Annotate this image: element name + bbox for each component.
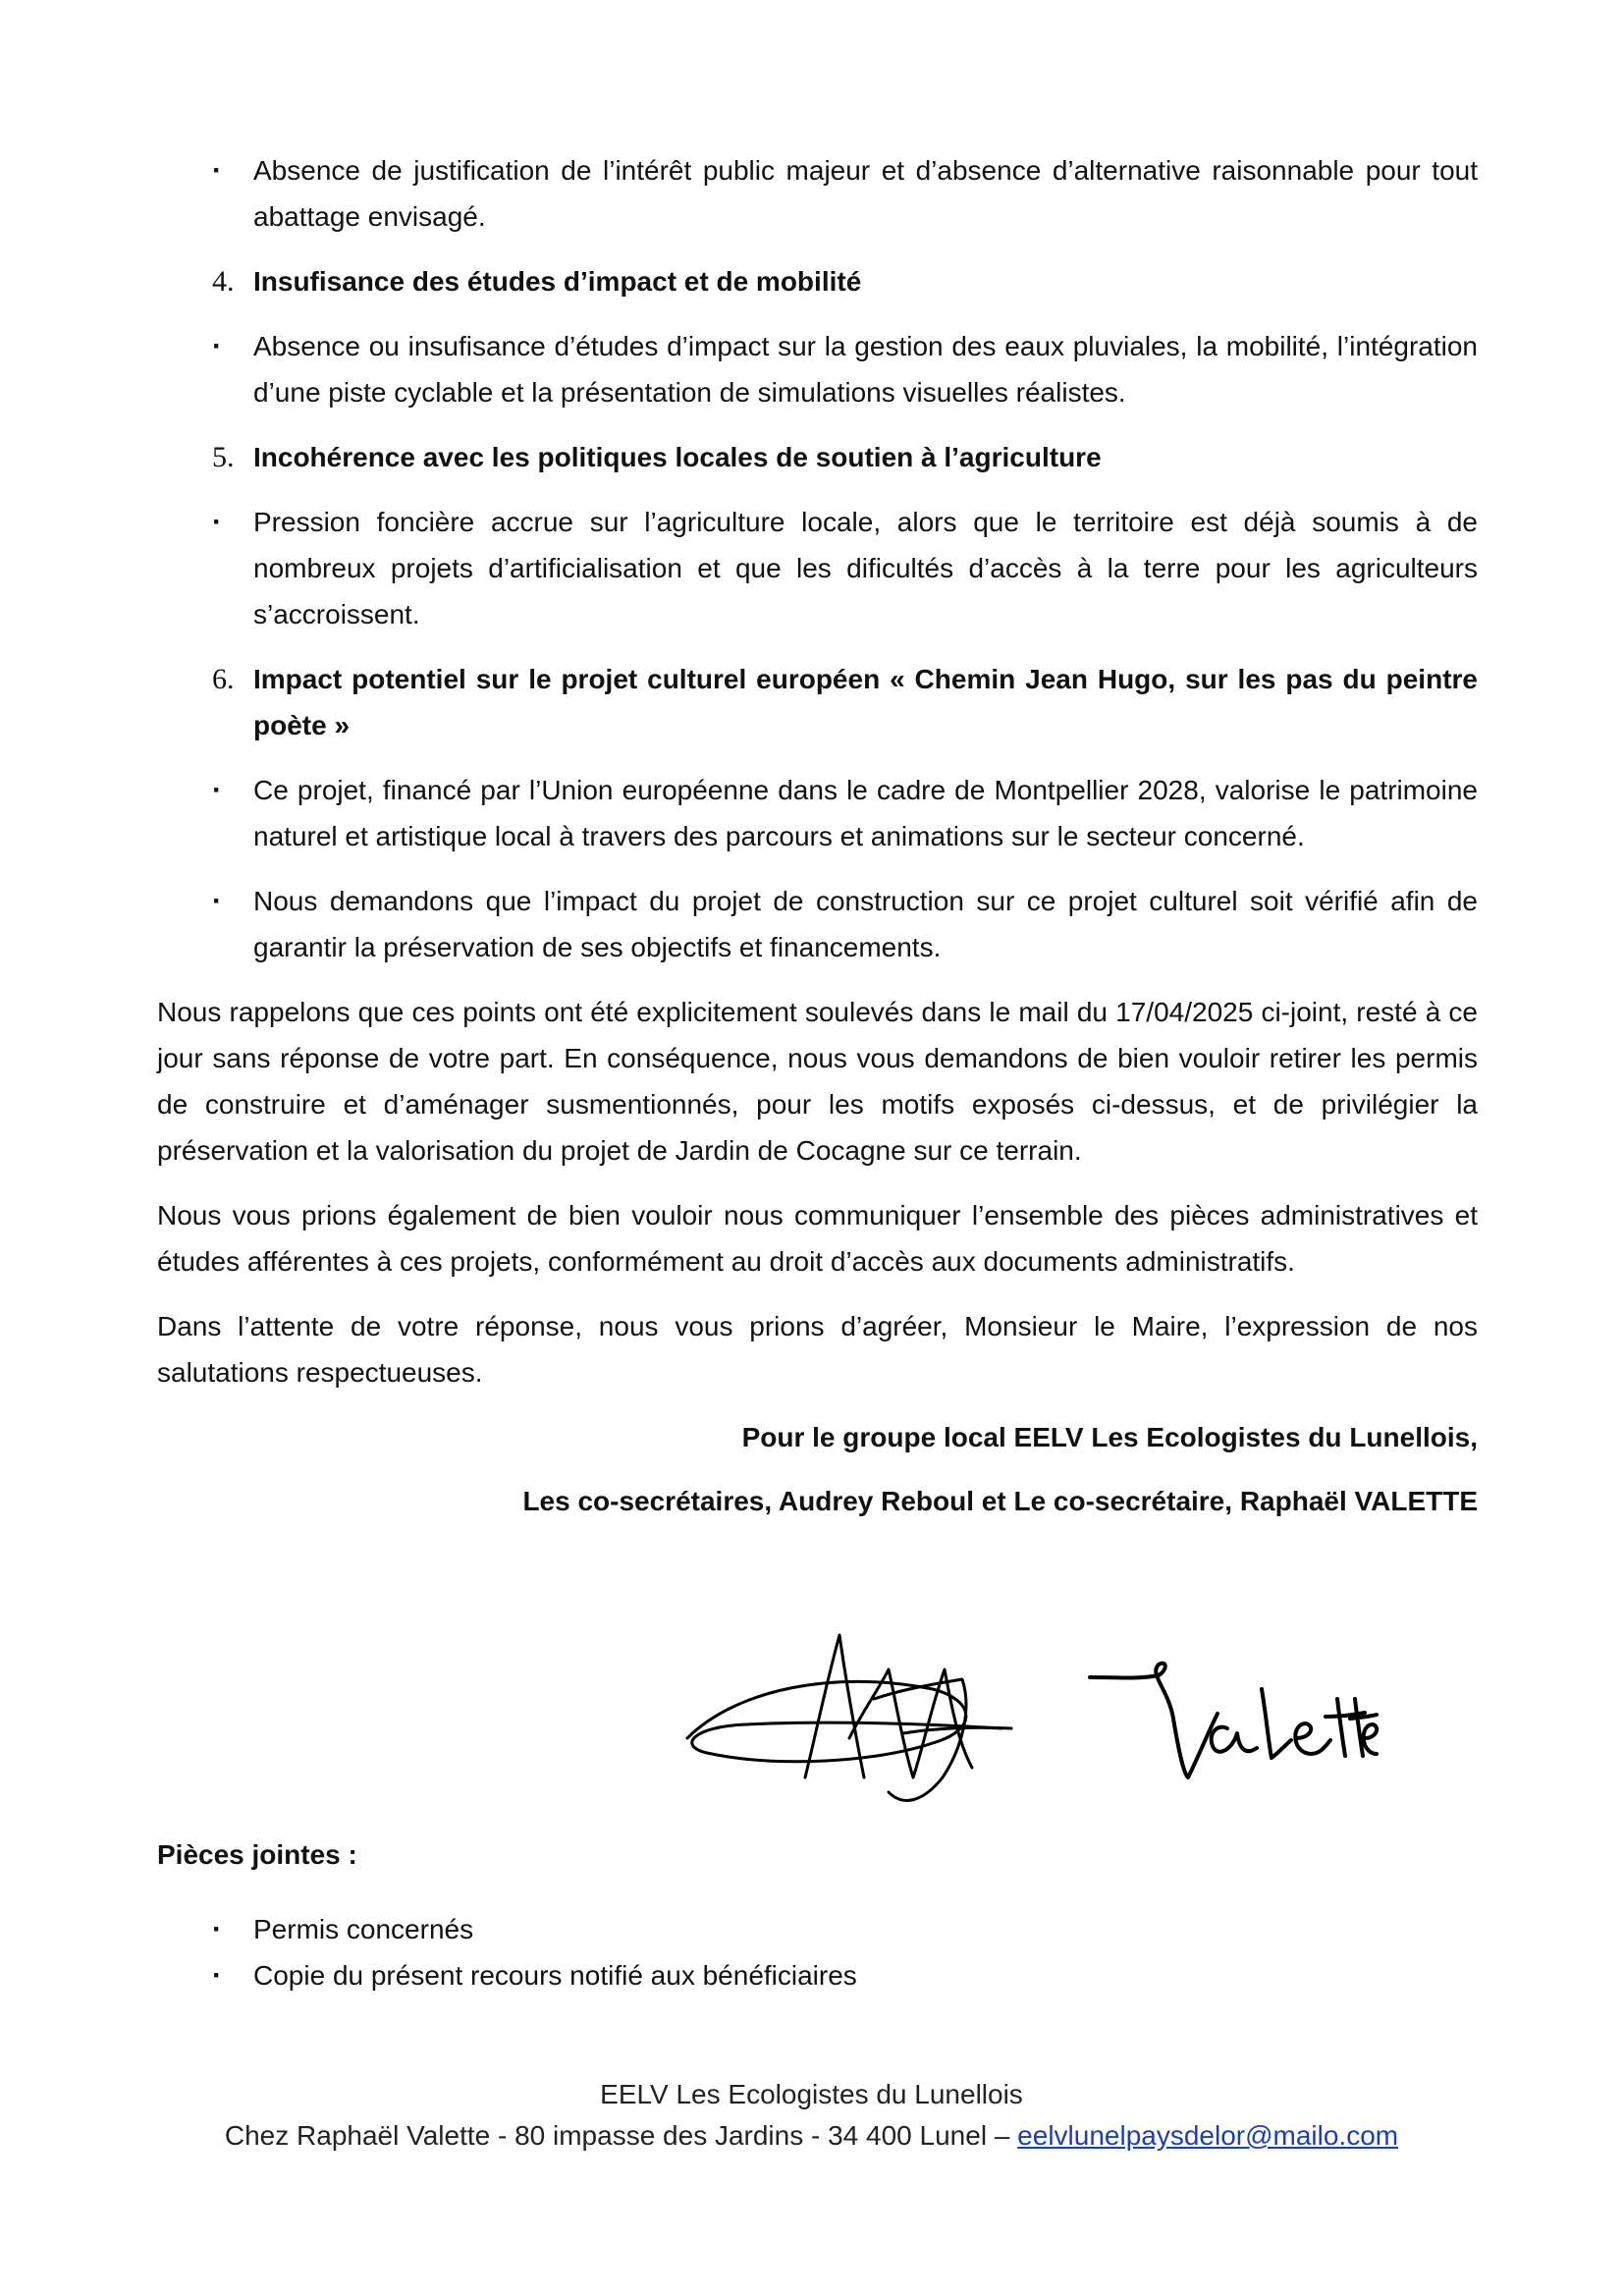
signoff-line-2: Les co-secrétaires, Audrey Reboul et Le co-secrétaire, Raphaël VALETTE [522,1486,1478,1516]
letter-body [157,147,1478,1542]
section-heading-6 [157,656,1478,748]
signoff-line-1: Pour le groupe local EELV Les Ecologistes du Lunellois, [741,1422,1478,1452]
list-item: · Absence de justification de l’intérêt public majeur et d’absence d’alternative raisonnable pour tout abattage envisagé. [157,147,1478,240]
attachments-list [157,1906,1478,1998]
attachments-title: Pièces jointes : [157,1839,357,1870]
section-number: 5. [212,441,235,473]
footer-address: Chez Raphaël Valette - 80 impasse des Jardins - 34 400 Lunel – [224,2120,1018,2151]
body-paragraph: Dans l’attente de votre réponse, nous vous prions d’agréer, Monsieur le Maire, l’expression de nos salutations respectueuses. [157,1311,1478,1388]
signature-valette [1090,1664,1377,1777]
signature-reboul [687,1635,1011,1800]
list-item: · Pression foncière accrue sur l’agriculture locale, alors que le territoire est déjà soumis à de nombreux projets d’artificialisation et que les dificultés d’accès à la terre pour les agriculteurs s’accroissent. [157,499,1478,637]
section-heading-text: Impact potentiel sur le projet culturel européen « Chemin Jean Hugo, sur les pas du peintre poète » [253,664,1478,740]
attachment-item: · Copie du présent recours notifié aux bénéficiaires [157,1952,1478,1998]
footer-email-link[interactable]: eelvlunelpaysdelor@mailo.com [1017,2120,1399,2151]
body-paragraph: Nous vous prions également de bien vouloir nous communiquer l’ensemble des pièces administratives et études afférentes à ces projets, conformément au droit d’accès aux documents administratifs. [157,1200,1478,1277]
body-paragraph: Nous rappelons que ces points ont été explicitement soulevés dans le mail du 17/04/2025 ci-joint, resté à ce jour sans réponse de votre part. En conséquence, nous vous demandons de bien vouloir retirer les permis de construire et d’aménager susmentionnés, pour les motifs exposés ci-dessus, et de privilégier la préservation et la valorisation du projet de Jardin de Cocagne sur ce terrain. [157,997,1478,1166]
attachment-item: · Permis concernés [157,1906,1478,1952]
section-heading-5 [157,434,1478,480]
list-item: · Ce projet, financé par l’Union européenne dans le cadre de Montpellier 2028, valorise le patrimoine naturel et artistique local à travers des parcours et animations sur le secteur concerné. [157,767,1478,859]
handwritten-signatures-image [677,1630,1384,1817]
signatures [677,1630,1384,1817]
page-footer [0,2074,1623,2157]
section-number: 6. [212,663,235,695]
section-heading-text: Incohérence avec les politiques locales de soutien à l’agriculture [253,442,1102,472]
list-item: · Nous demandons que l’impact du projet de construction sur ce projet culturel soit vérifié afin de garantir la préservation de ses objectifs et financements. [157,878,1478,970]
footer-org: EELV Les Ecologistes du Lunellois [600,2079,1023,2109]
section-heading-text: Insufisance des études d’impact et de mobilité [253,266,862,297]
footer-address-line [0,2115,1623,2157]
section-number: 4. [212,265,235,298]
section-heading-4 [157,258,1478,304]
list-item: · Absence ou insufisance d’études d’impact sur la gestion des eaux pluviales, la mobilité, l’intégration d’une piste cyclable et la présentation de simulations visuelles réalistes. [157,323,1478,415]
